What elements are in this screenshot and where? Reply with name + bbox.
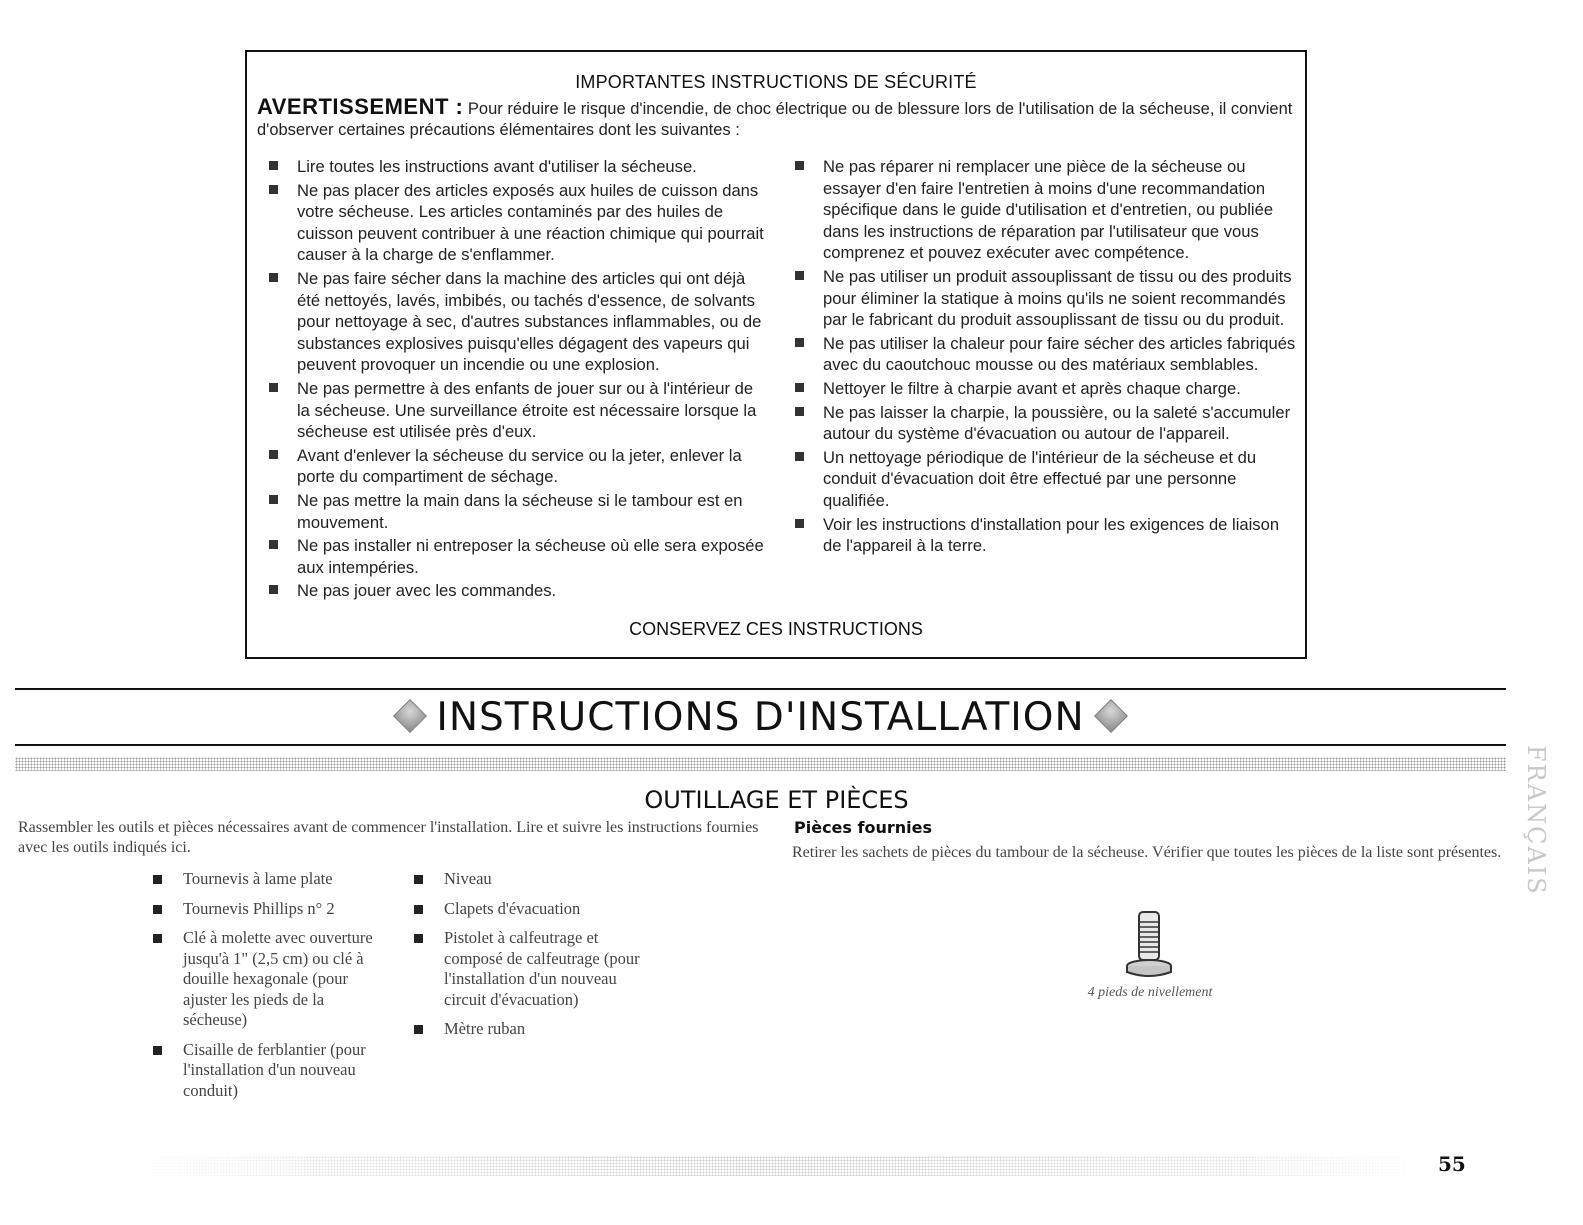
list-item-text: Ne pas placer des articles exposés aux huiles de cuisson dans votre sécheuse. Les articles contaminés par des huiles de cuisson peuvent contribuer à une réaction chimique qui pourrait causer à la charge de s'enflammer. [297,180,764,265]
list-item-text: Avant d'enlever la sécheuse du service ou la jeter, enlever la porte du compartiment de séchage. [297,445,742,487]
tools-list-right [414,869,649,1049]
warning-label: AVERTISSEMENT : [257,94,464,119]
safety-list-right [795,156,1300,559]
install-title-row [15,693,1506,743]
square-bullet-icon [269,185,278,194]
diamond-icon [393,699,427,733]
list-item-text: Tournevis à lame plate [183,869,333,888]
square-bullet-icon [153,934,162,943]
list-item [269,535,769,578]
list-item [269,378,769,443]
square-bullet-icon [269,383,278,392]
list-item [269,490,769,533]
square-bullet-icon [795,407,804,416]
square-bullet-icon [414,875,423,884]
list-item [795,266,1300,331]
parts-caption: 4 pieds de nivellement [1087,985,1213,1000]
square-bullet-icon [153,905,162,914]
square-bullet-icon [414,934,423,943]
list-item [269,180,769,266]
list-item-text: Pistolet à calfeutrage et composé de calfeutrage (pour l'installation d'un nouveau circuit d'évacuation) [444,928,640,1009]
list-item [153,899,388,920]
list-item [795,333,1300,376]
square-bullet-icon [153,1046,162,1055]
list-item-text: Clé à molette avec ouverture jusqu'à 1" (2,5 cm) ou clé à douille hexagonale (pour ajuster les pieds de la sécheuse) [183,928,373,1029]
list-item [795,447,1300,512]
list-item-text: Ne pas réparer ni remplacer une pièce de la sécheuse ou essayer d'en faire l'entretien à moins d'une recommandation spécifique dans le guide d'utilisation et d'entretien, ou publiée dans les instructions de réparation par l'utilisateur que vous comprenez et pouvez exécuter avec compétence. [823,157,1274,263]
list-item-text: Lire toutes les instructions avant d'utiliser la sécheuse. [297,157,697,176]
language-side-label: FRANÇAIS [1522,745,1550,896]
divider-bottom [15,744,1506,746]
page-footer-band [120,1156,1435,1176]
list-item-text: Mètre ruban [444,1019,526,1038]
list-item [269,580,769,602]
list-item-text: Cisaille de ferblantier (pour l'installation d'un nouveau conduit) [183,1039,366,1100]
list-item-text: Ne pas jouer avec les commandes. [297,581,557,601]
tools-intro: Rassembler les outils et pièces nécessaires avant de commencer l'installation. Lire et suivre les instructions fournies avec les outils indiqués ici. [18,819,759,856]
square-bullet-icon [414,905,423,914]
list-item-text: Ne pas laisser la charpie, la poussière, ou la saleté s'accumuler autour du système d'évacuation ou autour de l'appareil. [823,402,1291,444]
list-item [269,445,769,488]
square-bullet-icon [269,161,278,170]
dotted-divider [15,757,1506,771]
list-item-text: Clapets d'évacuation [444,898,581,918]
square-bullet-icon [795,161,804,170]
safety-heading: IMPORTANTES INSTRUCTIONS DE SÉCURITÉ [575,72,977,92]
list-item [795,378,1300,400]
list-item-text: Nettoyer le filtre à charpie avant et après chaque charge. [823,378,1241,398]
section-title: OUTILLAGE ET PIÈCES [644,786,909,814]
list-item-text: Ne pas permettre à des enfants de jouer sur ou à l'intérieur de la sécheuse. Une surveillance étroite est nécessaire lorsque la sécheuse est utilisée près d'eux. [297,378,757,442]
list-item-text: Niveau [444,869,492,888]
list-item [269,268,769,376]
install-title: INSTRUCTIONS D'INSTALLATION [436,695,1085,740]
square-bullet-icon [795,452,804,461]
divider-top [15,688,1506,690]
list-item [414,869,649,890]
list-item-text: Voir les instructions d'installation pour les exigences de liaison de l'appareil à la terre. [823,514,1280,556]
square-bullet-icon [269,450,278,459]
square-bullet-icon [269,495,278,504]
list-item [414,928,649,1010]
square-bullet-icon [795,383,804,392]
list-item [414,899,649,920]
safety-footer: CONSERVEZ CES INSTRUCTIONS [629,619,923,639]
square-bullet-icon [269,585,278,594]
page-number: 55 [1438,1152,1466,1176]
list-item [795,156,1300,264]
leveling-foot-icon [1124,910,1174,978]
square-bullet-icon [795,271,804,280]
diamond-icon [1094,699,1128,733]
list-item [414,1019,649,1040]
parts-title: Pièces fournies [794,818,932,837]
list-item-text: Un nettoyage périodique de l'intérieur de la sécheuse et du conduit d'évacuation doit être effectué par une personne qualifiée. [823,447,1257,510]
square-bullet-icon [414,1025,423,1034]
list-item-text: Ne pas utiliser la chaleur pour faire sécher des articles fabriqués avec du caoutchouc mousse ou des matériaux semblables. [823,333,1296,375]
list-item [153,1040,388,1102]
list-item [795,514,1300,557]
square-bullet-icon [269,273,278,282]
tools-list-left [153,869,388,1110]
list-item [269,156,769,178]
list-item-text: Ne pas faire sécher dans la machine des articles qui ont déjà été nettoyés, lavés, imbibés, ou tachés d'essence, de solvants pour nettoyage à sec, d'autres substances inflammables, ou de substances explosives puisqu'elles dégagent des vapeurs qui peuvent provoquer un incendie ou une explosion. [297,268,762,375]
list-item [153,869,388,890]
list-item-text: Ne pas installer ni entreposer la sécheuse où elle sera exposée aux intempéries. [297,536,764,577]
list-item-text: Ne pas utiliser un produit assouplissant de tissu ou des produits pour éliminer la statique à moins qu'ils ne soient recommandés par le fabricant du produit assouplissant de tissu ou du produit. [823,266,1292,330]
square-bullet-icon [795,338,804,347]
safety-list-left [269,156,769,604]
list-item-text: Ne pas mettre la main dans la sécheuse si le tambour est en mouvement. [297,490,743,532]
warning-paragraph [257,96,1295,141]
list-item [795,402,1300,445]
square-bullet-icon [795,519,804,528]
list-item [153,928,388,1031]
square-bullet-icon [269,540,278,549]
parts-text: Retirer les sachets de pièces du tambour de la sécheuse. Vérifier que toutes les pièces de la liste sont présentes. [792,844,1502,861]
safety-instructions-box [245,50,1307,659]
list-item-text: Tournevis Phillips n° 2 [183,898,335,918]
warning-text: Pour réduire le risque d'incendie, de choc électrique ou de blessure lors de l'utilisation de la sécheuse, il convient d'observer certaines précautions élémentaires dont les suivantes : [257,100,1293,139]
section-title-row [0,786,1583,814]
square-bullet-icon [153,875,162,884]
